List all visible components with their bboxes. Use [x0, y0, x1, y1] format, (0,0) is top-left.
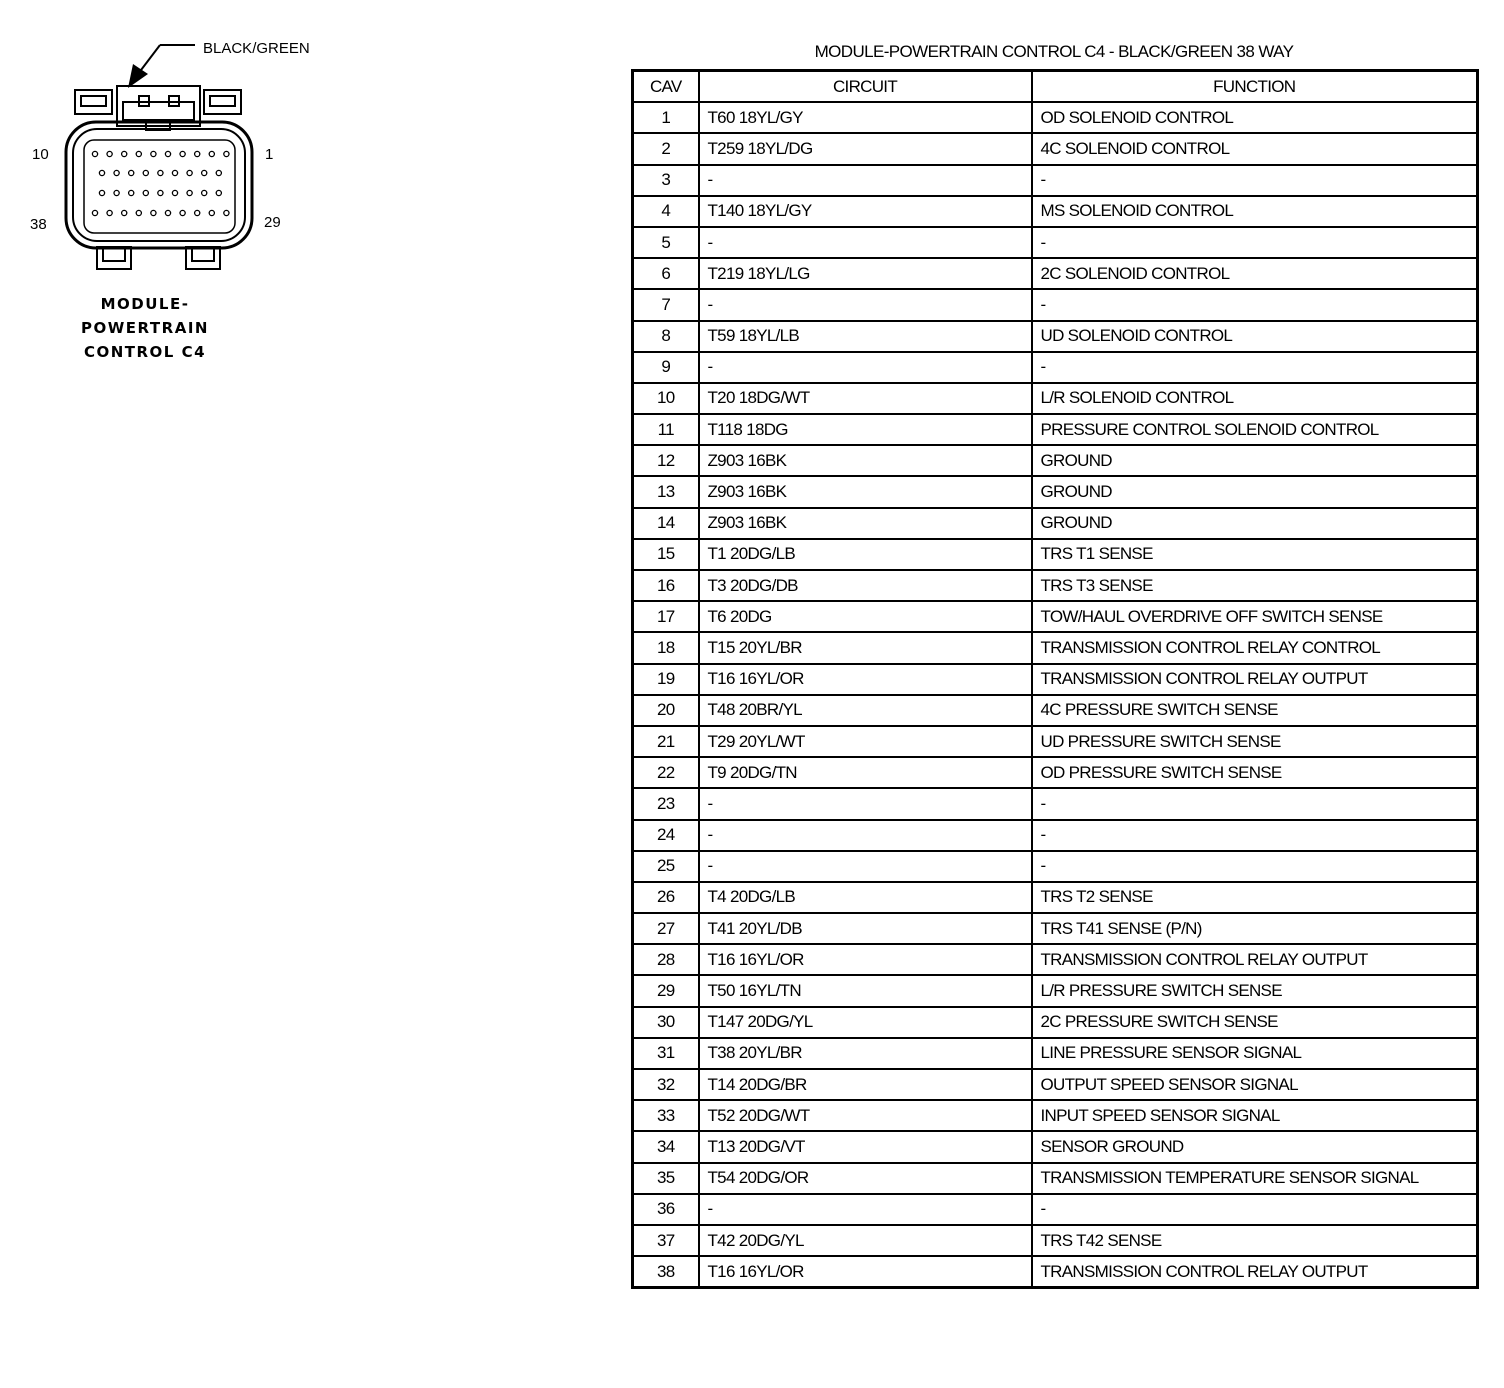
pin-label-38: 38: [30, 216, 47, 233]
circuit-cell: T42 20DG/YL: [699, 1225, 1032, 1256]
cav-cell: 26: [633, 882, 699, 913]
pin-cavity: [224, 210, 229, 215]
pin-cavity: [107, 210, 112, 215]
cav-cell: 29: [633, 975, 699, 1006]
pin-cavity: [172, 190, 177, 195]
function-cell: TRS T3 SENSE: [1032, 570, 1478, 601]
cav-cell: 1: [633, 102, 699, 133]
cav-cell: 25: [633, 851, 699, 882]
circuit-cell: T16 16YL/OR: [699, 664, 1032, 695]
table-row: [633, 539, 1478, 570]
function-cell: 4C SOLENOID CONTROL: [1032, 133, 1478, 164]
pin-cavity: [143, 170, 148, 175]
circuit-cell: T219 18YL/LG: [699, 258, 1032, 289]
cav-cell: 13: [633, 476, 699, 507]
cav-cell: 17: [633, 601, 699, 632]
connector-caption: [60, 292, 230, 364]
function-cell: -: [1032, 788, 1478, 819]
pin-cavity-grid: [92, 151, 229, 215]
function-cell: TRS T1 SENSE: [1032, 539, 1478, 570]
cav-cell: 4: [633, 196, 699, 227]
table-row: [633, 913, 1478, 944]
function-cell: TRANSMISSION TEMPERATURE SENSOR SIGNAL: [1032, 1163, 1478, 1194]
cav-cell: 23: [633, 788, 699, 819]
pin-cavity: [136, 210, 141, 215]
table-row: [633, 944, 1478, 975]
pin-cavity: [99, 190, 104, 195]
pin-cavity: [224, 151, 229, 156]
pin-cavity: [165, 151, 170, 156]
table-row: [633, 133, 1478, 164]
function-cell: TRANSMISSION CONTROL RELAY OUTPUT: [1032, 944, 1478, 975]
color-leader-arrow: [128, 45, 195, 88]
pin-cavity: [180, 210, 185, 215]
table-row: [633, 570, 1478, 601]
circuit-cell: -: [699, 227, 1032, 258]
pin-cavity: [187, 170, 192, 175]
pin-cavity: [92, 151, 97, 156]
function-cell: L/R PRESSURE SWITCH SENSE: [1032, 975, 1478, 1006]
pin-cavity: [107, 151, 112, 156]
cav-cell: 30: [633, 1007, 699, 1038]
table-row: [633, 1163, 1478, 1194]
function-cell: OUTPUT SPEED SENSOR SIGNAL: [1032, 1069, 1478, 1100]
circuit-cell: -: [699, 165, 1032, 196]
table-row: [633, 258, 1478, 289]
cav-cell: 3: [633, 165, 699, 196]
function-cell: GROUND: [1032, 476, 1478, 507]
cav-cell: 20: [633, 695, 699, 726]
function-cell: GROUND: [1032, 445, 1478, 476]
circuit-cell: -: [699, 851, 1032, 882]
function-cell: -: [1032, 820, 1478, 851]
circuit-cell: T259 18YL/DG: [699, 133, 1032, 164]
circuit-cell: -: [699, 788, 1032, 819]
function-cell: LINE PRESSURE SENSOR SIGNAL: [1032, 1038, 1478, 1069]
cav-cell: 11: [633, 414, 699, 445]
circuit-cell: T54 20DG/OR: [699, 1163, 1032, 1194]
pin-cavity: [151, 210, 156, 215]
circuit-cell: T4 20DG/LB: [699, 882, 1032, 913]
cav-cell: 21: [633, 726, 699, 757]
circuit-cell: T14 20DG/BR: [699, 1069, 1032, 1100]
function-cell: UD PRESSURE SWITCH SENSE: [1032, 726, 1478, 757]
table-row: [633, 1256, 1478, 1288]
function-cell: 2C PRESSURE SWITCH SENSE: [1032, 1007, 1478, 1038]
function-cell: TRS T42 SENSE: [1032, 1225, 1478, 1256]
circuit-cell: T38 20YL/BR: [699, 1038, 1032, 1069]
table-row: [633, 757, 1478, 788]
circuit-cell: T140 18YL/GY: [699, 196, 1032, 227]
circuit-cell: T9 20DG/TN: [699, 757, 1032, 788]
function-cell: OD PRESSURE SWITCH SENSE: [1032, 757, 1478, 788]
table-row: [633, 1194, 1478, 1225]
circuit-cell: T3 20DG/DB: [699, 570, 1032, 601]
circuit-cell: T29 20YL/WT: [699, 726, 1032, 757]
function-cell: -: [1032, 352, 1478, 383]
circuit-cell: T16 16YL/OR: [699, 1256, 1032, 1288]
table-header-row: [633, 71, 1478, 103]
function-cell: TRS T41 SENSE (P/N): [1032, 913, 1478, 944]
table-row: [633, 227, 1478, 258]
circuit-cell: T59 18YL/LB: [699, 321, 1032, 352]
table-row: [633, 851, 1478, 882]
pin-cavity: [165, 210, 170, 215]
function-cell: MS SOLENOID CONTROL: [1032, 196, 1478, 227]
table-row: [633, 1131, 1478, 1162]
table-row: [633, 414, 1478, 445]
pin-cavity: [187, 190, 192, 195]
pin-cavity: [209, 210, 214, 215]
function-cell: SENSOR GROUND: [1032, 1131, 1478, 1162]
connector-body: [66, 122, 252, 248]
table-row: [633, 445, 1478, 476]
cav-cell: 19: [633, 664, 699, 695]
cav-cell: 28: [633, 944, 699, 975]
pin-cavity: [122, 151, 127, 156]
header-function: FUNCTION: [1032, 71, 1478, 103]
table-row: [633, 1038, 1478, 1069]
cav-cell: 34: [633, 1131, 699, 1162]
cav-cell: 24: [633, 820, 699, 851]
function-cell: UD SOLENOID CONTROL: [1032, 321, 1478, 352]
circuit-cell: Z903 16BK: [699, 476, 1032, 507]
function-cell: TOW/HAUL OVERDRIVE OFF SWITCH SENSE: [1032, 601, 1478, 632]
circuit-cell: -: [699, 820, 1032, 851]
function-cell: -: [1032, 289, 1478, 320]
pin-cavity: [114, 170, 119, 175]
table-title: MODULE-POWERTRAIN CONTROL C4 - BLACK/GREEN 38 WAY: [814, 42, 1294, 61]
table-row: [633, 695, 1478, 726]
table-row: [633, 601, 1478, 632]
pin-cavity: [172, 170, 177, 175]
circuit-cell: Z903 16BK: [699, 445, 1032, 476]
pin-cavity: [99, 170, 104, 175]
pin-cavity: [92, 210, 97, 215]
cav-cell: 14: [633, 508, 699, 539]
pin-cavity: [129, 170, 134, 175]
table-row: [633, 383, 1478, 414]
cav-cell: 38: [633, 1256, 699, 1288]
pin-label-1: 1: [265, 146, 274, 163]
function-cell: INPUT SPEED SENSOR SIGNAL: [1032, 1100, 1478, 1131]
cav-cell: 37: [633, 1225, 699, 1256]
function-cell: TRANSMISSION CONTROL RELAY CONTROL: [1032, 632, 1478, 663]
table-row: [633, 820, 1478, 851]
pin-cavity: [180, 151, 185, 156]
pin-cavity: [195, 151, 200, 156]
pin-cavity: [202, 170, 207, 175]
circuit-cell: T41 20YL/DB: [699, 913, 1032, 944]
function-cell: -: [1032, 1194, 1478, 1225]
pin-cavity: [216, 190, 221, 195]
function-cell: TRANSMISSION CONTROL RELAY OUTPUT: [1032, 1256, 1478, 1288]
function-cell: -: [1032, 227, 1478, 258]
table-row: [633, 476, 1478, 507]
pin-cavity: [158, 190, 163, 195]
circuit-cell: -: [699, 352, 1032, 383]
cav-cell: 10: [633, 383, 699, 414]
function-cell: 4C PRESSURE SWITCH SENSE: [1032, 695, 1478, 726]
cav-cell: 22: [633, 757, 699, 788]
table-row: [633, 975, 1478, 1006]
pin-cavity: [202, 190, 207, 195]
cav-cell: 18: [633, 632, 699, 663]
table-row: [633, 1007, 1478, 1038]
pin-cavity: [151, 151, 156, 156]
cav-cell: 36: [633, 1194, 699, 1225]
connector-color-label: BLACK/GREEN: [203, 40, 310, 57]
circuit-cell: T20 18DG/WT: [699, 383, 1032, 414]
cav-cell: 35: [633, 1163, 699, 1194]
circuit-cell: T60 18YL/GY: [699, 102, 1032, 133]
circuit-cell: T48 20BR/YL: [699, 695, 1032, 726]
cav-cell: 5: [633, 227, 699, 258]
cav-cell: 15: [633, 539, 699, 570]
header-circuit: CIRCUIT: [699, 71, 1032, 103]
pin-cavity: [209, 151, 214, 156]
cav-cell: 31: [633, 1038, 699, 1069]
cav-cell: 12: [633, 445, 699, 476]
table-row: [633, 321, 1478, 352]
table-row: [633, 508, 1478, 539]
cav-cell: 7: [633, 289, 699, 320]
circuit-cell: T1 20DG/LB: [699, 539, 1032, 570]
pin-label-29: 29: [264, 214, 281, 231]
caption-line-2: POWERTRAIN: [81, 319, 209, 337]
circuit-cell: T118 18DG: [699, 414, 1032, 445]
table-row: [633, 1069, 1478, 1100]
caption-line-3: CONTROL C4: [83, 343, 207, 361]
function-cell: TRANSMISSION CONTROL RELAY OUTPUT: [1032, 664, 1478, 695]
table-row: [633, 165, 1478, 196]
function-cell: -: [1032, 851, 1478, 882]
pin-cavity: [122, 210, 127, 215]
connector-bottom-tabs: [97, 247, 220, 269]
circuit-cell: T50 16YL/TN: [699, 975, 1032, 1006]
table-row: [633, 352, 1478, 383]
table-body: [633, 102, 1478, 1288]
pin-cavity: [143, 190, 148, 195]
table-row: [633, 726, 1478, 757]
cav-cell: 2: [633, 133, 699, 164]
function-cell: L/R SOLENOID CONTROL: [1032, 383, 1478, 414]
pin-cavity: [129, 190, 134, 195]
function-cell: PRESSURE CONTROL SOLENOID CONTROL: [1032, 414, 1478, 445]
table-row: [633, 664, 1478, 695]
pin-label-10: 10: [32, 146, 49, 163]
table-row: [633, 1100, 1478, 1131]
table-row: [633, 632, 1478, 663]
function-cell: GROUND: [1032, 508, 1478, 539]
function-cell: OD SOLENOID CONTROL: [1032, 102, 1478, 133]
function-cell: TRS T2 SENSE: [1032, 882, 1478, 913]
cav-cell: 32: [633, 1069, 699, 1100]
header-cav: CAV: [633, 71, 699, 103]
table-row: [633, 788, 1478, 819]
pin-cavity: [114, 190, 119, 195]
pin-cavity: [158, 170, 163, 175]
function-cell: -: [1032, 165, 1478, 196]
table-row: [633, 289, 1478, 320]
cav-cell: 27: [633, 913, 699, 944]
pin-cavity: [136, 151, 141, 156]
table-row: [633, 196, 1478, 227]
circuit-cell: T13 20DG/VT: [699, 1131, 1032, 1162]
circuit-cell: T147 20DG/YL: [699, 1007, 1032, 1038]
table-row: [633, 102, 1478, 133]
table-row: [633, 1225, 1478, 1256]
cav-cell: 6: [633, 258, 699, 289]
circuit-cell: T52 20DG/WT: [699, 1100, 1032, 1131]
circuit-cell: T16 16YL/OR: [699, 944, 1032, 975]
circuit-cell: -: [699, 289, 1032, 320]
cav-cell: 9: [633, 352, 699, 383]
function-cell: 2C SOLENOID CONTROL: [1032, 258, 1478, 289]
pin-cavity: [195, 210, 200, 215]
circuit-cell: T15 20YL/BR: [699, 632, 1032, 663]
caption-line-1: MODULE-: [100, 295, 190, 313]
circuit-cell: T6 20DG: [699, 601, 1032, 632]
cav-cell: 16: [633, 570, 699, 601]
pinout-table: [631, 69, 1479, 1289]
cav-cell: 8: [633, 321, 699, 352]
pin-cavity: [216, 170, 221, 175]
circuit-cell: Z903 16BK: [699, 508, 1032, 539]
circuit-cell: -: [699, 1194, 1032, 1225]
cav-cell: 33: [633, 1100, 699, 1131]
table-row: [633, 882, 1478, 913]
